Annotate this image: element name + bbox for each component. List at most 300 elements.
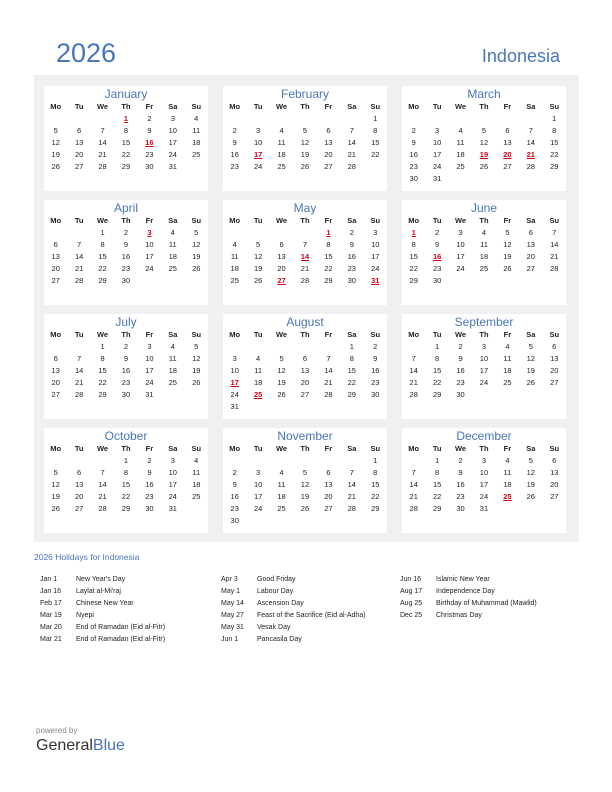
holiday-row (40, 574, 165, 586)
day-cell: 20 (51, 264, 60, 273)
day-cell: 30 (371, 390, 380, 399)
day-cell: 12 (526, 468, 535, 477)
day-cell: 16 (121, 252, 131, 261)
holiday-date: Apr 3 (221, 576, 238, 583)
day-cell: 9 (147, 126, 152, 135)
holiday-date: Jan 1 (40, 576, 58, 583)
holiday-row (40, 610, 165, 622)
empty-day-cell (519, 275, 542, 287)
day-cell: 8 (373, 126, 378, 135)
day-cell: 22 (121, 492, 131, 501)
day-cell: 15 (371, 138, 380, 147)
day-cell: 23 (230, 162, 239, 171)
empty-day-cell (246, 341, 269, 353)
day-cell: 24 (145, 378, 154, 387)
day-cell: 19 (300, 492, 310, 501)
day-cell: 7 (77, 354, 82, 363)
day-cell: 13 (526, 240, 535, 249)
month-december (402, 428, 566, 533)
day-cell: 5 (302, 468, 308, 477)
day-cell: 18 (168, 366, 177, 375)
empty-day-cell (496, 389, 519, 401)
weekday-label: Mo (408, 216, 420, 225)
day-cell: 28 (526, 162, 535, 171)
holiday-day-cell: 17 (230, 378, 239, 387)
day-cell: 21 (409, 378, 418, 387)
day-cell: 24 (145, 264, 154, 273)
day-cell: 3 (147, 342, 152, 351)
day-cell: 16 (121, 366, 131, 375)
empty-day-cell (472, 275, 495, 287)
empty-day-cell (67, 227, 90, 239)
weekday-label: Th (479, 330, 489, 339)
day-cell: 25 (456, 162, 465, 171)
month-title: August (286, 315, 324, 329)
day-cell: 29 (98, 276, 107, 285)
holiday-date: Jan 16 (40, 588, 62, 595)
day-cell: 5 (505, 228, 510, 237)
day-cell: 17 (479, 480, 489, 489)
holidays-title: 2026 Holidays for Indonesia (34, 552, 140, 562)
empty-day-cell (317, 113, 340, 125)
weekday-label: We (275, 330, 288, 339)
week-row (44, 389, 208, 401)
day-cell: 24 (253, 504, 263, 513)
day-cell: 8 (552, 126, 557, 135)
empty-day-cell (543, 275, 566, 287)
day-cell: 15 (432, 480, 442, 489)
day-cell: 26 (253, 276, 263, 285)
weekday-label: Fr (145, 102, 154, 111)
day-cell: 2 (232, 468, 237, 477)
day-cell: 14 (347, 138, 356, 147)
day-cell: 24 (230, 390, 239, 399)
week-row (44, 467, 208, 479)
holiday-date: Mar 20 (40, 624, 62, 631)
day-cell: 11 (192, 126, 201, 135)
weekday-label: Mo (229, 444, 241, 453)
day-cell: 18 (277, 150, 286, 159)
day-cell: 13 (300, 366, 310, 375)
weekday-label: Fr (145, 444, 154, 453)
day-cell: 13 (51, 252, 60, 261)
holiday-name: Christmas Day (436, 612, 482, 619)
month-title: October (104, 429, 148, 443)
empty-day-cell (496, 173, 519, 185)
day-cell: 21 (98, 150, 107, 159)
weekday-label: Su (191, 216, 202, 225)
day-cell: 26 (277, 390, 286, 399)
day-cell: 10 (479, 354, 489, 363)
month-november (223, 428, 387, 533)
day-cell: 22 (550, 150, 559, 159)
holiday-day-cell: 14 (300, 252, 310, 261)
day-cell: 25 (230, 276, 239, 285)
day-cell: 11 (480, 240, 488, 249)
week-row (223, 161, 387, 173)
weekday-label: Fr (503, 102, 512, 111)
day-cell: 18 (192, 480, 201, 489)
empty-day-cell (449, 275, 472, 287)
day-cell: 17 (456, 252, 465, 261)
day-cell: 27 (51, 390, 60, 399)
day-cell: 18 (192, 138, 201, 147)
day-cell: 30 (456, 390, 465, 399)
day-cell: 4 (170, 342, 175, 351)
day-cell: 7 (552, 228, 557, 237)
day-cell: 3 (170, 456, 175, 465)
week-row (402, 113, 566, 125)
empty-day-cell (317, 515, 340, 527)
empty-day-cell (223, 341, 246, 353)
empty-day-cell (293, 515, 316, 527)
holiday-column (40, 574, 165, 646)
day-cell: 29 (432, 390, 442, 399)
empty-day-cell (161, 389, 184, 401)
day-cell: 7 (77, 240, 82, 249)
day-cell: 9 (349, 240, 354, 249)
holiday-row (400, 586, 537, 598)
day-cell: 15 (98, 252, 107, 261)
day-cell: 21 (550, 252, 559, 261)
day-cell: 1 (100, 342, 105, 351)
month-title: January (104, 87, 148, 101)
day-cell: 14 (98, 480, 107, 489)
day-cell: 12 (503, 240, 512, 249)
week-row (44, 275, 208, 287)
weekday-label: Fr (503, 330, 512, 339)
empty-day-cell (402, 455, 425, 467)
day-cell: 14 (409, 366, 418, 375)
holiday-row (40, 586, 165, 598)
day-cell: 19 (253, 264, 263, 273)
day-cell: 24 (432, 162, 442, 171)
day-cell: 5 (528, 342, 533, 351)
day-cell: 6 (53, 240, 58, 249)
day-cell: 29 (121, 162, 131, 171)
weekday-label: Fr (503, 444, 512, 453)
month-may (223, 200, 387, 305)
week-row (402, 479, 566, 491)
day-cell: 26 (479, 162, 489, 171)
week-row (223, 263, 387, 275)
holiday-row (40, 634, 165, 646)
day-cell: 30 (121, 276, 131, 285)
day-cell: 8 (100, 354, 105, 363)
day-cell: 17 (253, 492, 263, 501)
weekday-header (44, 215, 208, 227)
weekday-label: Su (549, 102, 560, 111)
day-cell: 24 (253, 162, 263, 171)
day-cell: 29 (324, 276, 333, 285)
day-cell: 17 (145, 366, 154, 375)
day-cell: 22 (121, 150, 131, 159)
week-row (44, 353, 208, 365)
day-cell: 16 (371, 366, 380, 375)
day-cell: 19 (300, 150, 310, 159)
day-cell: 7 (411, 354, 416, 363)
day-cell: 16 (347, 252, 356, 261)
weekday-label: Fr (145, 330, 154, 339)
empty-day-cell (293, 401, 316, 413)
week-row (402, 353, 566, 365)
day-cell: 15 (371, 480, 380, 489)
weekday-label: We (275, 216, 288, 225)
day-cell: 18 (277, 492, 286, 501)
month-title: December (456, 429, 512, 443)
holiday-day-cell: 25 (503, 492, 512, 501)
day-cell: 27 (324, 162, 333, 171)
day-cell: 25 (277, 504, 286, 513)
weekday-label: Th (121, 102, 131, 111)
day-cell: 22 (432, 378, 442, 387)
weekday-header (44, 329, 208, 341)
day-cell: 13 (74, 138, 84, 147)
empty-day-cell (185, 275, 208, 287)
day-cell: 4 (170, 228, 175, 237)
day-cell: 16 (145, 480, 154, 489)
weekday-label: Mo (229, 330, 241, 339)
week-row (44, 239, 208, 251)
day-cell: 10 (145, 240, 154, 249)
day-cell: 26 (51, 162, 60, 171)
day-cell: 30 (121, 390, 131, 399)
month-title: March (467, 87, 501, 101)
weekday-label: We (454, 216, 467, 225)
weekday-label: Tu (253, 330, 263, 339)
weekday-header (402, 329, 566, 341)
empty-day-cell (44, 227, 67, 239)
weekday-label: Th (121, 330, 131, 339)
month-february (223, 86, 387, 191)
day-cell: 26 (526, 492, 535, 501)
day-cell: 10 (168, 468, 177, 477)
holiday-date: Aug 25 (400, 600, 423, 607)
weekday-label: Tu (74, 330, 84, 339)
page-year: 2026 (56, 38, 117, 68)
day-cell: 25 (479, 264, 489, 273)
day-cell: 12 (277, 366, 286, 375)
empty-day-cell (293, 455, 316, 467)
week-row (44, 113, 208, 125)
day-cell: 28 (409, 504, 418, 513)
weekday-label: Sa (526, 102, 536, 111)
weekday-label: Tu (253, 444, 263, 453)
weekday-label: Tu (253, 216, 263, 225)
day-cell: 31 (230, 402, 239, 411)
day-cell: 20 (74, 150, 84, 159)
weekday-label: Th (479, 444, 489, 453)
weekday-label: Mo (408, 330, 420, 339)
day-cell: 6 (552, 456, 557, 465)
empty-day-cell (449, 113, 472, 125)
day-cell: 30 (230, 516, 239, 525)
weekday-label: Sa (347, 102, 357, 111)
weekday-label: Tu (74, 102, 84, 111)
day-cell: 28 (347, 162, 356, 171)
empty-day-cell (67, 341, 90, 353)
weekday-label: Th (479, 102, 489, 111)
day-cell: 2 (123, 228, 129, 237)
day-cell: 7 (302, 240, 308, 249)
day-cell: 1 (123, 456, 129, 465)
day-cell: 25 (192, 492, 201, 501)
day-cell: 21 (98, 492, 107, 501)
weekday-label: Mo (50, 216, 62, 225)
day-cell: 19 (277, 378, 286, 387)
empty-day-cell (246, 227, 269, 239)
holiday-date: Jun 1 (221, 636, 239, 643)
holiday-date: Aug 17 (400, 588, 423, 595)
day-cell: 23 (371, 378, 380, 387)
day-cell: 22 (98, 264, 107, 273)
holiday-date: Mar 21 (40, 636, 62, 643)
holiday-row (400, 598, 537, 610)
empty-day-cell (138, 275, 161, 287)
month-title: September (454, 315, 514, 329)
day-cell: 8 (435, 468, 440, 477)
day-cell: 12 (192, 240, 201, 249)
day-cell: 3 (458, 228, 463, 237)
day-cell: 24 (456, 264, 465, 273)
week-row (402, 491, 566, 503)
empty-day-cell (317, 401, 340, 413)
week-row (402, 173, 566, 185)
week-row (223, 125, 387, 137)
week-row (44, 479, 208, 491)
day-cell: 20 (550, 366, 559, 375)
day-cell: 4 (279, 126, 284, 135)
day-cell: 9 (411, 138, 416, 147)
holiday-day-cell: 16 (432, 252, 442, 261)
day-cell: 30 (432, 276, 442, 285)
weekday-label: Mo (50, 444, 62, 453)
day-cell: 6 (77, 468, 82, 477)
empty-day-cell (185, 503, 208, 515)
day-cell: 18 (503, 366, 512, 375)
weekday-label: Th (479, 216, 489, 225)
day-cell: 1 (349, 342, 354, 351)
holiday-date: May 27 (221, 612, 244, 619)
weekday-label: Mo (408, 444, 420, 453)
day-cell: 11 (168, 354, 177, 363)
week-row (223, 239, 387, 251)
day-cell: 20 (300, 378, 310, 387)
day-cell: 30 (145, 504, 154, 513)
day-cell: 16 (409, 150, 418, 159)
brand-logo[interactable] (36, 737, 125, 755)
weekday-label: Su (370, 216, 381, 225)
day-cell: 20 (550, 480, 559, 489)
empty-day-cell (496, 275, 519, 287)
day-cell: 28 (98, 162, 107, 171)
holiday-row (221, 622, 366, 634)
day-cell: 8 (373, 468, 378, 477)
weekday-label: Mo (229, 102, 241, 111)
week-row (223, 515, 387, 527)
day-cell: 26 (192, 264, 201, 273)
day-cell: 13 (324, 480, 333, 489)
week-row (402, 239, 566, 251)
weekday-label: Th (121, 216, 131, 225)
day-cell: 26 (300, 162, 310, 171)
day-cell: 6 (552, 342, 557, 351)
weekday-label: Tu (432, 330, 442, 339)
month-title: July (115, 315, 137, 329)
day-cell: 31 (168, 504, 177, 513)
week-row (223, 149, 387, 161)
day-cell: 30 (347, 276, 356, 285)
weekday-label: We (96, 330, 109, 339)
day-cell: 26 (51, 504, 60, 513)
day-cell: 2 (147, 114, 152, 123)
day-cell: 27 (550, 378, 559, 387)
day-cell: 13 (74, 480, 84, 489)
weekday-label: Mo (50, 102, 62, 111)
day-cell: 17 (479, 366, 489, 375)
day-cell: 29 (432, 504, 442, 513)
day-cell: 3 (256, 468, 261, 477)
day-cell: 15 (409, 252, 418, 261)
empty-day-cell (364, 515, 387, 527)
day-cell: 20 (277, 264, 286, 273)
day-cell: 24 (479, 492, 489, 501)
weekday-label: Su (191, 444, 202, 453)
day-cell: 20 (74, 492, 84, 501)
day-cell: 23 (456, 492, 465, 501)
day-cell: 7 (411, 468, 416, 477)
day-cell: 9 (435, 240, 440, 249)
day-cell: 28 (324, 390, 333, 399)
day-cell: 11 (503, 468, 512, 477)
day-cell: 11 (503, 354, 512, 363)
day-cell: 29 (121, 504, 131, 513)
day-cell: 5 (53, 468, 58, 477)
day-cell: 2 (458, 342, 463, 351)
empty-day-cell (223, 455, 246, 467)
day-cell: 30 (456, 504, 465, 513)
day-cell: 22 (432, 492, 442, 501)
day-cell: 14 (409, 480, 418, 489)
month-july (44, 314, 208, 419)
empty-day-cell (543, 173, 566, 185)
weekday-label: Sa (168, 330, 178, 339)
weekday-header (223, 101, 387, 113)
day-cell: 13 (324, 138, 333, 147)
weekday-label: We (275, 444, 288, 453)
day-cell: 3 (256, 126, 261, 135)
week-row (223, 467, 387, 479)
day-cell: 19 (526, 366, 535, 375)
day-cell: 22 (324, 264, 333, 273)
empty-day-cell (67, 113, 90, 125)
empty-day-cell (519, 113, 542, 125)
day-cell: 11 (230, 252, 239, 261)
day-cell: 7 (100, 126, 105, 135)
day-cell: 10 (479, 468, 489, 477)
holiday-name: End of Ramadan (Eid al-Fitr) (76, 636, 166, 643)
day-cell: 10 (253, 480, 263, 489)
empty-day-cell (246, 401, 269, 413)
day-cell: 23 (121, 264, 131, 273)
week-row (402, 377, 566, 389)
week-row (402, 125, 566, 137)
day-cell: 26 (192, 378, 201, 387)
day-cell: 16 (230, 150, 239, 159)
day-cell: 12 (300, 138, 310, 147)
day-cell: 11 (254, 366, 263, 375)
weekday-label: We (275, 102, 288, 111)
